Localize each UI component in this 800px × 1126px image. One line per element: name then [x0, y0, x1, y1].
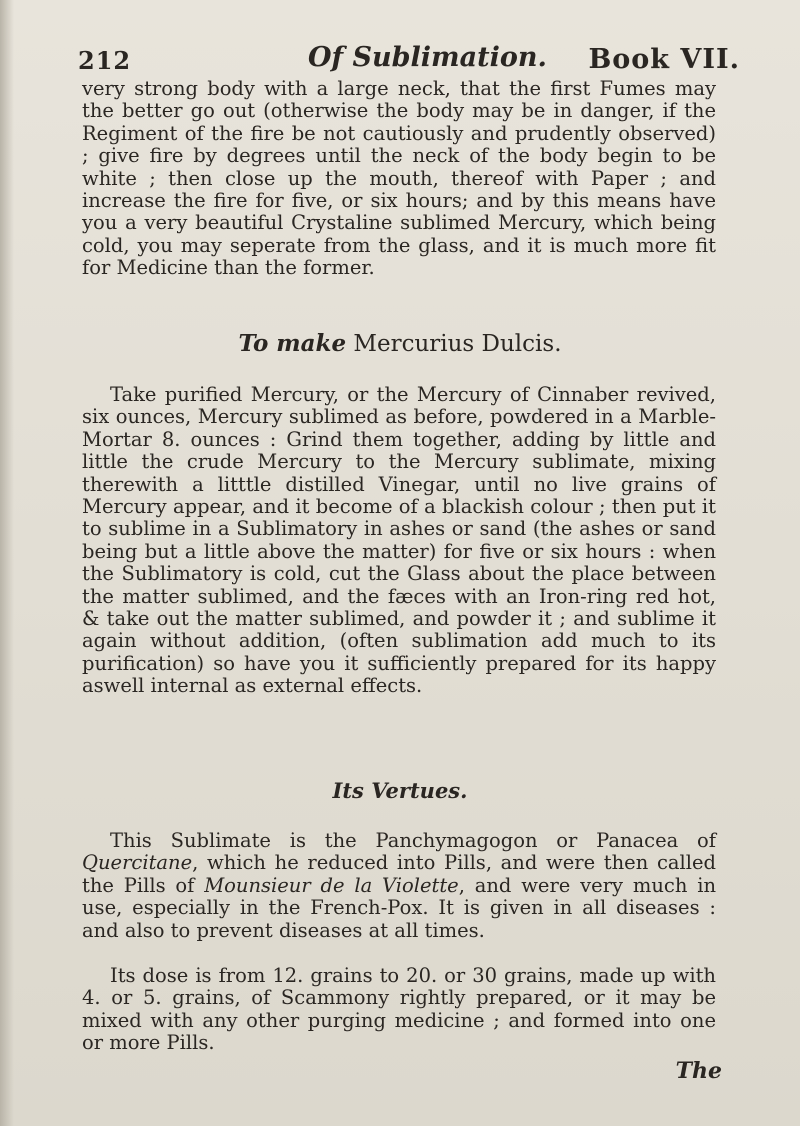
vertues-text-2: , which he reduced into Pills, and were then called the Pills of	[82, 851, 716, 897]
section-heading-mercurius-dulcis	[0, 330, 800, 357]
paragraph-recipe: Take purified Mercury, or the Mercury of Cinnaber revived, six ounces, Mercury sublimed as before, powdered in a Marble-Mortar 8. ounces : Grind them together, adding by little and little the crude Mercury to the Mercury sublimate, mixing therewith a litttle distilled Vinegar, until no live grains of Mercury appear, and it become of a blackish colour ; then put it to sublime in a Sublimatory in ashes or sand (the ashes or sand being but a little above the matter) for five or six hours : when the Sublimatory is cold, cut the Glass about the place between the matter sublimed, and the fæces with an Iron-ring red hot, & take out the matter sublimed, and powder it ; and sublime it again without addition, (often sublimation add much to its purification) so have you it sufficiently prepared for its happy aswell internal as external effects.	[82, 383, 716, 698]
heading-title: Mercurius Dulcis.	[353, 331, 562, 357]
vertues-text-1: This Sublimate is the Panchymagogon or Panacea of	[110, 829, 716, 852]
vertues-italic-violette: Mounsieur de la Violette	[204, 873, 459, 897]
page-edge-shadow	[0, 0, 14, 1126]
paragraph-vertues	[82, 830, 716, 942]
vertues-text-3: , and were very much in use, especially in the French-Pox. It is given in all diseases : and also to prevent diseases at all times.	[82, 873, 717, 942]
page-number: 212	[78, 46, 132, 75]
heading-prefix: To make	[238, 330, 347, 357]
vertues-italic-quercitane: Quercitane	[82, 851, 193, 875]
book-label: Book VII.	[588, 44, 740, 75]
page-header	[78, 42, 740, 78]
section-heading-vertues: Its Vertues.	[332, 778, 468, 803]
running-title: Of Sublimation.	[308, 42, 547, 73]
paragraph-dose: Its dose is from 12. grains to 20. or 30 grains, made up with 4. or 5. grains, of Scammony rightly prepared, or it may be mixed with any other purging medicine ; and formed into one or more Pills.	[82, 964, 716, 1055]
catchword: The	[675, 1058, 722, 1084]
paragraph-continued: very strong body with a large neck, that the first Fumes may the better go out (otherwise the body may be in danger, if the Regiment of the fire be not cautiously and prudently observed) ; give fire by degrees until the neck of the body begin to be white ; then close up the mouth, thereof with Paper ; and increase the fire for five, or six hours; and by this means have you a very beautiful Crystaline sublimed Mercury, which being cold, you may seperate from the glass, and it is much more fit for Medicine than the former.	[82, 77, 716, 280]
